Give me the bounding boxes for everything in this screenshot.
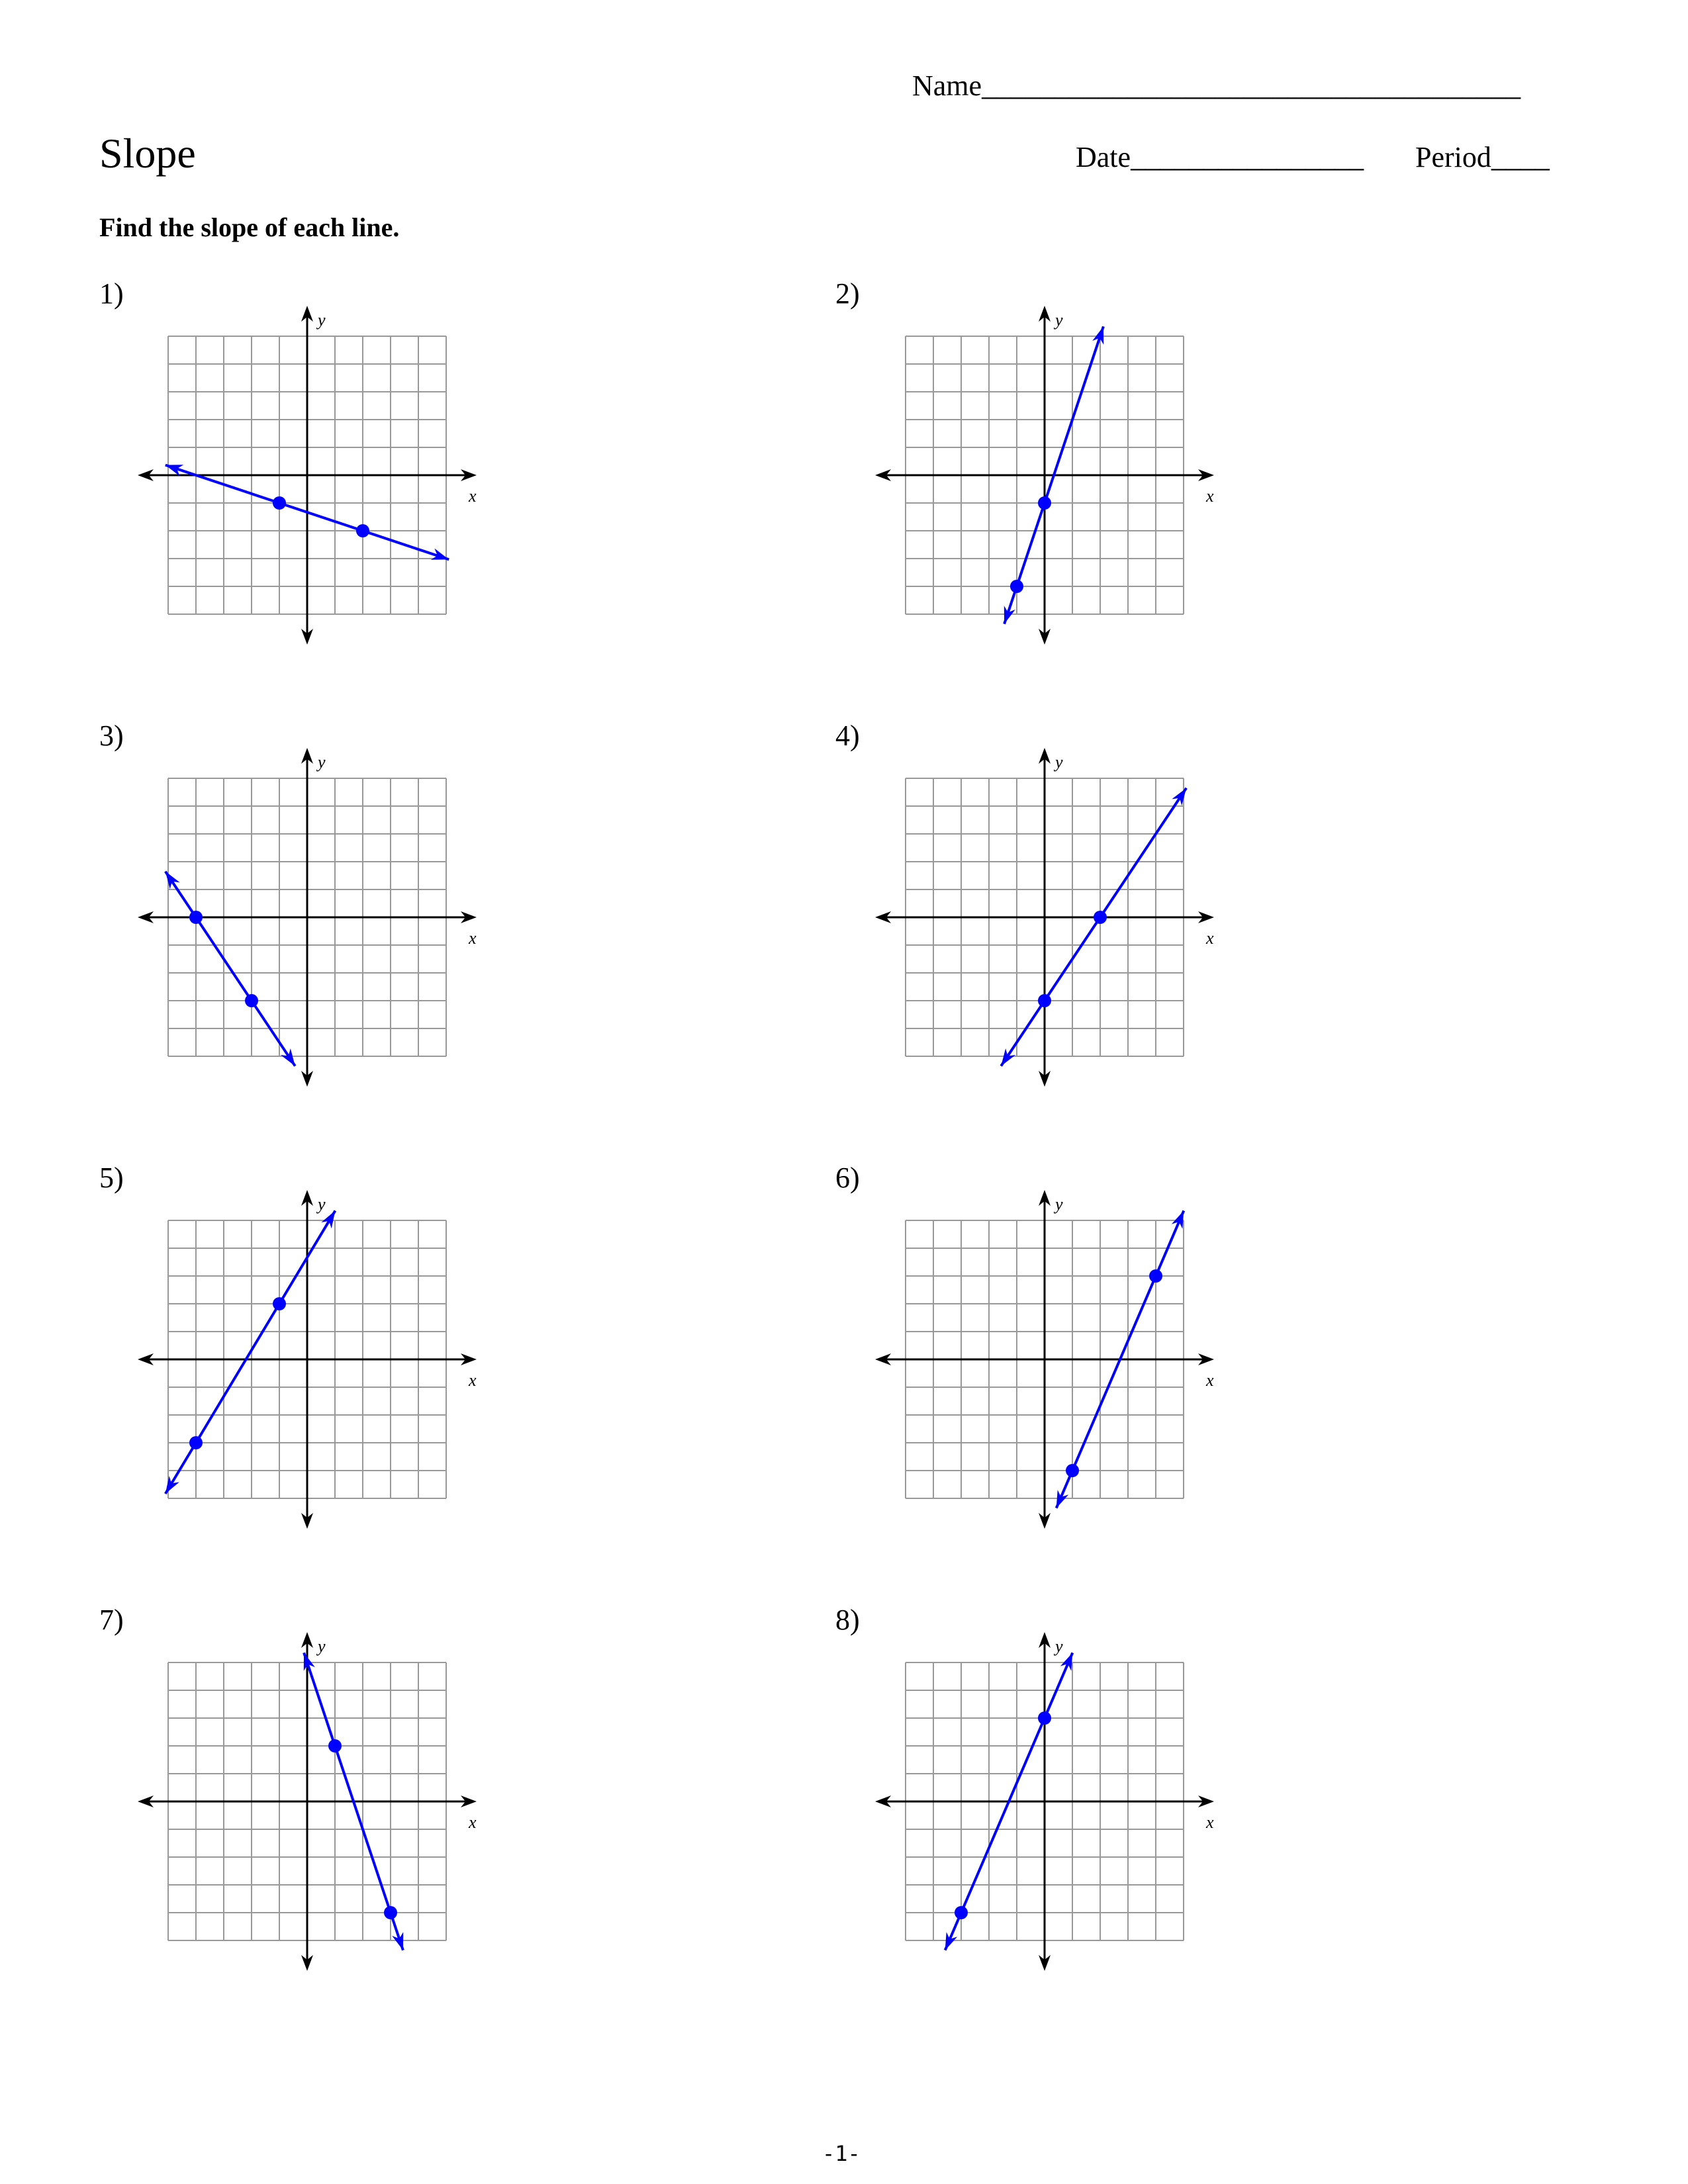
y-axis-label: y — [1055, 1195, 1063, 1214]
y-axis-label: y — [318, 752, 326, 772]
problem-number-3: 3) — [99, 719, 124, 752]
period-field — [1415, 140, 1550, 174]
x-axis-label: x — [1206, 929, 1214, 948]
x-axis-label: x — [1206, 486, 1214, 506]
data-point — [1149, 1269, 1162, 1283]
axes — [138, 1632, 477, 1971]
x-axis-label: x — [469, 1371, 477, 1390]
y-axis-label: y — [1055, 310, 1063, 330]
data-point — [189, 911, 203, 924]
data-point — [1038, 496, 1051, 510]
x-axis-label: x — [469, 486, 477, 506]
data-point — [189, 1436, 203, 1449]
problem-number-2: 2) — [835, 277, 860, 310]
data-point — [1038, 1711, 1051, 1725]
graph-4 — [859, 732, 1230, 1103]
period-blank: ____ — [1491, 141, 1550, 173]
line-arrow-start — [1001, 1048, 1015, 1066]
y-axis-label: y — [318, 310, 326, 330]
y-axis-label: y — [1055, 752, 1063, 772]
data-point — [245, 994, 258, 1007]
data-point — [1066, 1464, 1079, 1477]
axes — [875, 1190, 1214, 1529]
line-segment — [1001, 788, 1186, 1066]
problem-number-4: 4) — [835, 719, 860, 752]
problem-number-8: 8) — [835, 1604, 860, 1636]
line-arrow-end — [281, 1048, 295, 1066]
axes — [138, 306, 477, 645]
graph-6 — [859, 1174, 1230, 1545]
x-axis-label: x — [469, 929, 477, 948]
plotted-line — [165, 1210, 336, 1494]
line-segment — [165, 872, 295, 1066]
y-axis-label: y — [1055, 1637, 1063, 1656]
name-blank: _____________________________________ — [982, 69, 1521, 102]
page-number: -1- — [822, 2141, 861, 2166]
data-point — [384, 1906, 397, 1919]
x-axis-label: x — [1206, 1371, 1214, 1390]
y-axis-label: y — [318, 1195, 326, 1214]
axes — [138, 1190, 477, 1529]
graph-8 — [859, 1616, 1230, 1987]
axes — [138, 748, 477, 1087]
data-point — [955, 1906, 968, 1919]
data-point — [273, 1297, 286, 1310]
name-field — [912, 69, 1521, 103]
date-field — [1076, 140, 1364, 174]
graph-7 — [122, 1616, 492, 1987]
data-point — [273, 496, 286, 510]
graph-2 — [859, 290, 1230, 660]
data-point — [356, 524, 369, 537]
problem-number-7: 7) — [99, 1604, 124, 1636]
data-point — [1094, 911, 1107, 924]
date-label: Date — [1076, 141, 1131, 173]
plotted-line — [1001, 788, 1186, 1066]
problem-number-5: 5) — [99, 1161, 124, 1194]
axes — [875, 1632, 1214, 1971]
line-arrow-end — [165, 1476, 179, 1494]
axes — [875, 748, 1214, 1087]
period-label: Period — [1415, 141, 1491, 173]
graph-5 — [122, 1174, 492, 1545]
problem-number-6: 6) — [835, 1161, 860, 1194]
plotted-line — [165, 872, 295, 1066]
date-blank: ________________ — [1131, 141, 1364, 173]
name-label: Name — [912, 69, 982, 102]
worksheet-title: Slope — [99, 130, 196, 177]
data-point — [1038, 994, 1051, 1007]
instructions: Find the slope of each line. — [99, 212, 400, 242]
x-axis-label: x — [1206, 1813, 1214, 1832]
line-segment — [165, 1210, 336, 1494]
graph-3 — [122, 732, 492, 1103]
data-point — [328, 1739, 342, 1752]
y-axis-label: y — [318, 1637, 326, 1656]
axes — [875, 306, 1214, 645]
x-axis-label: x — [469, 1813, 477, 1832]
problem-number-1: 1) — [99, 277, 124, 310]
graph-1 — [122, 290, 492, 660]
data-point — [1010, 580, 1023, 593]
